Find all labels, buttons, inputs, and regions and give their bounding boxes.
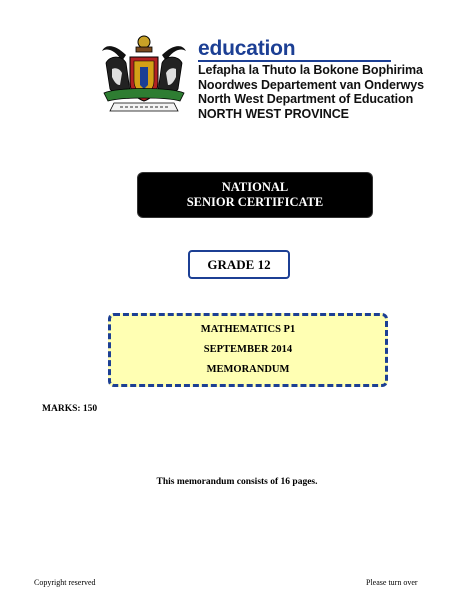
province-line: NORTH WEST PROVINCE <box>198 106 349 121</box>
department-line-english: North West Department of Education <box>198 92 414 106</box>
footer-turn-over: Please turn over <box>366 578 418 587</box>
certificate-line-1: NATIONAL <box>221 180 289 194</box>
brand-wordmark: education <box>198 37 296 60</box>
grade-box: GRADE 12 <box>188 250 290 279</box>
certificate-line-2: SENIOR CERTIFICATE <box>186 195 324 209</box>
subject-box <box>108 313 388 387</box>
department-name-block <box>198 63 424 121</box>
brand-underline <box>198 60 391 62</box>
coat-of-arms-icon <box>96 33 192 115</box>
subject-title: MATHEMATICS P1 <box>200 324 296 335</box>
footer-copyright: Copyright reserved <box>34 578 96 587</box>
exam-date: SEPTEMBER 2014 <box>203 344 293 355</box>
document-type: MEMORANDUM <box>206 364 290 375</box>
certificate-title-box <box>138 173 372 217</box>
department-line-afrikaans: Noordwes Departement van Onderwys <box>198 77 424 92</box>
page-count-note: This memorandum consists of 16 pages. <box>156 477 318 487</box>
marks-total: MARKS: 150 <box>42 404 98 414</box>
department-line-setswana: Lefapha la Thuto la Bokone Bophirima <box>198 63 423 77</box>
